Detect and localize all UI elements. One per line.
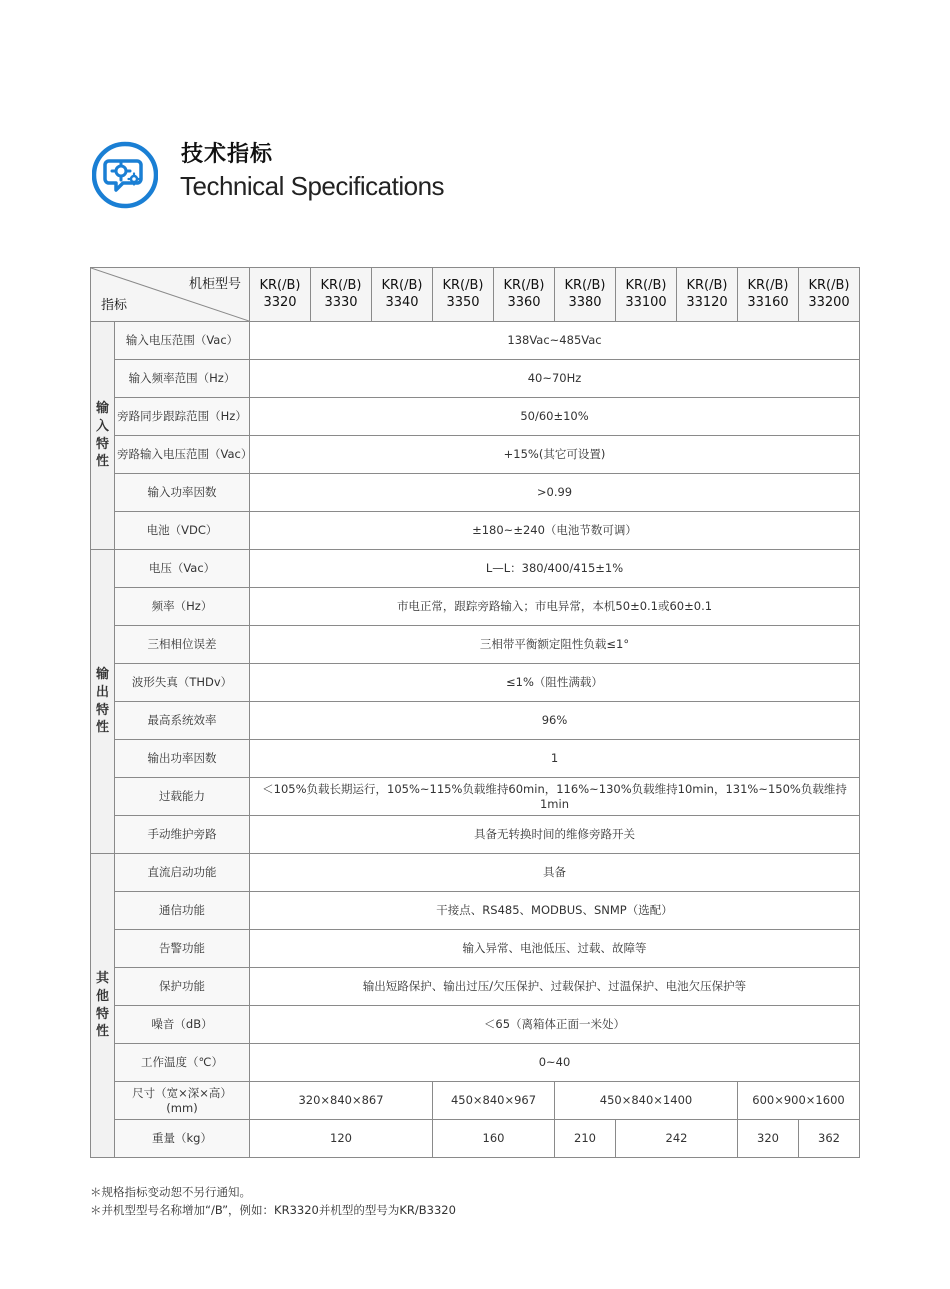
size-value: 450×840×1400 <box>555 1082 738 1120</box>
size-value: 320×840×867 <box>250 1082 433 1120</box>
model-header-33100: KR(/B) 33100 <box>616 268 677 322</box>
row-label: 输出功率因数 <box>115 740 250 778</box>
group-input-label: 输入特性 <box>91 322 115 550</box>
table-row <box>91 512 860 550</box>
row-value: 40~70Hz <box>250 360 860 398</box>
row-label-size: 尺寸（宽×深×高）(mm) <box>115 1082 250 1120</box>
table-row <box>91 854 860 892</box>
model-header-3320: KR(/B) 3320 <box>250 268 311 322</box>
row-label: 波形失真（THDv） <box>115 664 250 702</box>
row-value: 输出短路保护、输出过压/欠压保护、过载保护、过温保护、电池欠压保护等 <box>250 968 860 1006</box>
table-row <box>91 778 860 816</box>
row-label: 噪音（dB） <box>115 1006 250 1044</box>
size-value: 450×840×967 <box>433 1082 555 1120</box>
table-row <box>91 398 860 436</box>
group-output-label: 输出特性 <box>91 550 115 854</box>
row-value: 0~40 <box>250 1044 860 1082</box>
page-title-en: Technical Specifications <box>180 171 445 201</box>
footnotes <box>90 1183 456 1219</box>
row-value: 市电正常，跟踪旁路输入；市电异常，本机50±0.1或60±0.1 <box>250 588 860 626</box>
model-header-3360: KR(/B) 3360 <box>494 268 555 322</box>
weight-value: 320 <box>738 1120 799 1158</box>
row-label: 通信功能 <box>115 892 250 930</box>
table-row <box>91 1044 860 1082</box>
row-label: 三相相位误差 <box>115 626 250 664</box>
row-value: ±180~±240（电池节数可调） <box>250 512 860 550</box>
row-label: 频率（Hz） <box>115 588 250 626</box>
row-value: 具备无转换时间的维修旁路开关 <box>250 816 860 854</box>
table-row <box>91 968 860 1006</box>
row-label: 告警功能 <box>115 930 250 968</box>
row-label-weight: 重量（kg） <box>115 1120 250 1158</box>
table-row <box>91 626 860 664</box>
model-header-33200: KR(/B) 33200 <box>799 268 860 322</box>
header-model-label: 机柜型号 <box>188 277 241 292</box>
table-row <box>91 588 860 626</box>
row-label: 过载能力 <box>115 778 250 816</box>
row-value: 干接点、RS485、MODBUS、SNMP（选配） <box>250 892 860 930</box>
row-label: 工作温度（℃） <box>115 1044 250 1082</box>
row-value: ≤1%（阻性满载） <box>250 664 860 702</box>
gear-chat-icon <box>92 135 158 215</box>
table-row <box>91 550 860 588</box>
row-label: 电池（VDC） <box>115 512 250 550</box>
row-label: 直流启动功能 <box>115 854 250 892</box>
diagonal-header-cell <box>91 268 250 322</box>
row-value: 138Vac~485Vac <box>250 322 860 360</box>
row-label: 旁路输入电压范围（Vac） <box>115 436 250 474</box>
row-label: 输入电压范围（Vac） <box>115 322 250 360</box>
table-row <box>91 664 860 702</box>
table-row <box>91 360 860 398</box>
weight-value: 362 <box>799 1120 860 1158</box>
weight-value: 160 <box>433 1120 555 1158</box>
row-value: 96% <box>250 702 860 740</box>
row-label: 电压（Vac） <box>115 550 250 588</box>
row-value: 1 <box>250 740 860 778</box>
row-label: 手动维护旁路 <box>115 816 250 854</box>
table-row <box>91 816 860 854</box>
spec-table <box>90 267 860 1158</box>
row-value: ＜65（离箱体正面一米处） <box>250 1006 860 1044</box>
model-header-3330: KR(/B) 3330 <box>311 268 372 322</box>
table-row <box>91 436 860 474</box>
weight-value: 242 <box>616 1120 738 1158</box>
table-row <box>91 322 860 360</box>
table-row-size <box>91 1082 860 1120</box>
size-value: 600×900×1600 <box>738 1082 860 1120</box>
model-header-33160: KR(/B) 33160 <box>738 268 799 322</box>
page-header <box>92 135 692 225</box>
row-value: ＜105%负载长期运行，105%~115%负载维持60min，116%~130%负载维持10min，131%~150%负载维持1min <box>250 778 860 816</box>
row-value: >0.99 <box>250 474 860 512</box>
table-row <box>91 930 860 968</box>
row-value: 输入异常、电池低压、过载、故障等 <box>250 930 860 968</box>
group-other-label: 其他特性 <box>91 854 115 1158</box>
table-row <box>91 1006 860 1044</box>
row-value: 具备 <box>250 854 860 892</box>
row-label: 保护功能 <box>115 968 250 1006</box>
row-value: 50/60±10% <box>250 398 860 436</box>
footnote: ＊并机型型号名称增加“/B”，例如：KR3320并机型的型号为KR/B3320 <box>90 1203 456 1217</box>
row-value: +15%(其它可设置) <box>250 436 860 474</box>
row-label: 最高系统效率 <box>115 702 250 740</box>
model-header-3340: KR(/B) 3340 <box>372 268 433 322</box>
page-title-cn: 技术指标 <box>181 142 274 167</box>
row-label: 旁路同步跟踪范围（Hz） <box>115 398 250 436</box>
model-header-3380: KR(/B) 3380 <box>555 268 616 322</box>
row-label: 输入功率因数 <box>115 474 250 512</box>
table-row-weight <box>91 1120 860 1158</box>
model-header-3350: KR(/B) 3350 <box>433 268 494 322</box>
model-header-33120: KR(/B) 33120 <box>677 268 738 322</box>
table-header-row <box>91 268 860 322</box>
row-value: 三相带平衡额定阻性负载≤1° <box>250 626 860 664</box>
weight-value: 120 <box>250 1120 433 1158</box>
weight-value: 210 <box>555 1120 616 1158</box>
row-value: L—L：380/400/415±1% <box>250 550 860 588</box>
table-row <box>91 702 860 740</box>
table-row <box>91 892 860 930</box>
footnote: ＊规格指标变动恕不另行通知。 <box>90 1185 251 1199</box>
row-label: 输入频率范围（Hz） <box>115 360 250 398</box>
table-row <box>91 474 860 512</box>
header-spec-label: 指标 <box>101 297 128 313</box>
table-row <box>91 740 860 778</box>
